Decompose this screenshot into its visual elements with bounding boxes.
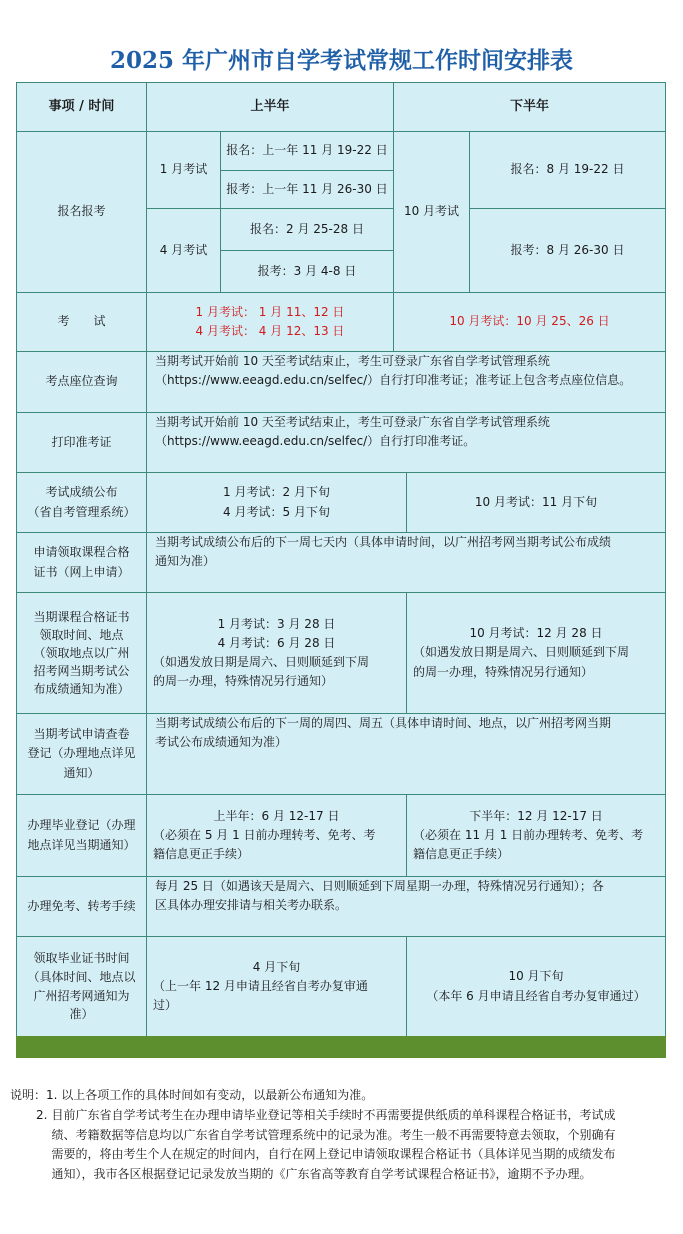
note-2-body (51, 1106, 615, 1185)
row-label-grad-cert (16, 936, 147, 1037)
row-label-registration: 报名报考 (16, 131, 147, 293)
note-2 (10, 1106, 680, 1185)
cert-collect-label-5: 布成绩通知为准） (33, 682, 130, 696)
grad-reg-h2-line-3: 籍信息更正手续） (413, 847, 510, 862)
notes-section (10, 1086, 680, 1185)
cert-apply-line-2: 通知为准） (155, 554, 216, 569)
header-item-time: 事项 / 时间 (16, 82, 147, 132)
table-footer-bar (16, 1036, 666, 1058)
cert-collect-h1-line-3: （如遇发放日期是周六、日则顺延到下周 (153, 655, 370, 669)
seat-info (146, 351, 666, 413)
note-2-line-4: 通知），我市各区根据登记记录发放当期的《广东省高等教育自学考试课程合格证书》，逾期不予办理。 (51, 1167, 592, 1182)
header-second-half: 下半年 (393, 82, 666, 132)
grad-reg-h1-line-1: 上半年：6 月 12-17 日 (213, 808, 340, 823)
note-2-line-2: 绩、考籍数据等信息均以广东省自学考试管理系统中的记录为准。考生一般不再需要特意去领取，个别确有 (51, 1127, 616, 1142)
row-label-grad-reg (16, 794, 147, 877)
row-label-cert-apply (16, 532, 147, 593)
apr-exam-label: 4 月考试 (146, 208, 221, 293)
grad-reg-h2-line-1: 下半年：12 月 12-17 日 (469, 808, 603, 823)
seat-line-2: （https://www.eeagd.edu.cn/selfec/）自行打印准考证；准考证上包含考点座位信息。 (155, 373, 632, 388)
grad-cert-h2-line-2: （本年 6 月申请且经省自考办复审通过） (426, 988, 646, 1003)
row-label-seat: 考点座位查询 (16, 351, 147, 413)
review-line-1: 当期考试成绩公布后的下一周的周四、周五（具体申请时间、地点，以广州招考网当期 (155, 716, 612, 730)
grad-cert-first-half (146, 936, 407, 1037)
note-1 (10, 1086, 680, 1106)
exam-oct: 10 月考试：10 月 25、26 日 (393, 292, 666, 352)
cert-collect-h1-line-1: 1 月考试：3 月 28 日 (217, 616, 336, 631)
review-info (146, 713, 666, 795)
cert-collect-second-half (406, 592, 666, 714)
cert-collect-h2-line-2: （如遇发放日期是周六、日则顺延到下周 (413, 645, 630, 660)
exempt-info (146, 876, 666, 937)
exam-jan: 1 月考试： 1 月 11、12 日 (195, 304, 345, 319)
cert-collect-h2-line-3: 的周一办理，特殊情况另行通知） (413, 664, 594, 679)
row-label-cert-collect (16, 592, 147, 714)
score-label-2: （省自考管理系统） (27, 504, 136, 519)
cert-collect-label-4: 招考网当期考试公 (33, 664, 130, 678)
score-first-half (146, 472, 407, 533)
jan-application: 报考：上一年 11 月 26-30 日 (220, 170, 394, 209)
grad-cert-h1-line-3: 过） (153, 998, 178, 1013)
cert-apply-label-1: 申请领取课程合格 (33, 545, 130, 560)
cert-apply-label-2: 证书（网上申请） (33, 564, 130, 579)
jan-exam-label: 1 月考试 (146, 131, 221, 209)
review-label-3: 通知） (63, 765, 100, 780)
print-line-1: 当期考试开始前 10 天至考试结束止，考生可登录广东省自学考试管理系统 (155, 415, 550, 429)
oct-application: 报考：8 月 26-30 日 (469, 208, 666, 293)
row-label-print: 打印准考证 (16, 412, 147, 473)
cert-apply-info (146, 532, 666, 593)
note-2-line-3: 需要的，将由考生个人在规定的时间内，自行在网上登记申请领取课程合格证书（具体详见当期的成绩发布 (51, 1147, 616, 1162)
header-first-half: 上半年 (146, 82, 394, 132)
grad-cert-label-2: （具体时间、地点以 (27, 969, 136, 984)
print-info (146, 412, 666, 473)
review-label-1: 当期考试申请查卷 (33, 727, 130, 742)
cert-collect-first-half (146, 592, 407, 714)
note-1-text: 1. 以上各项工作的具体时间如有变动，以最新公布通知为准。 (46, 1088, 374, 1102)
oct-exam-label: 10 月考试 (393, 131, 470, 293)
seat-line-1: 当期考试开始前 10 天至考试结束止，考生可登录广东省自学考试管理系统 (155, 354, 550, 368)
exam-apr: 4 月考试： 4 月 12、13 日 (195, 324, 345, 338)
score-jan: 1 月考试：2 月下旬 (223, 485, 330, 500)
row-label-exam: 考 试 (16, 292, 147, 352)
grad-cert-h1-line-1: 4 月下旬 (252, 959, 301, 974)
score-apr: 4 月考试：5 月下旬 (223, 504, 330, 519)
grad-cert-label-3: 广州招考网通知为 (33, 988, 130, 1003)
cert-collect-label-2: 领取时间、地点 (39, 628, 124, 642)
oct-registration: 报名：8 月 19-22 日 (469, 131, 666, 209)
print-line-2: （https://www.eeagd.edu.cn/selfec/）自行打印准考证。 (155, 434, 476, 449)
cert-collect-label-1: 当期课程合格证书 (33, 610, 130, 624)
exempt-line-2: 区具体办理安排请与相关考办联系。 (155, 898, 348, 913)
note-2-line-1: 目前广东省自学考试考生在办理申请毕业登记等相关手续时不再需要提供纸质的单科课程合格证书，考试成 (51, 1107, 616, 1122)
row-label-score (16, 472, 147, 533)
apr-registration: 报名：2 月 25-28 日 (220, 208, 394, 251)
score-label-1: 考试成绩公布 (45, 485, 118, 500)
cert-apply-line-1: 当期考试成绩公布后的下一周七天内（具体申请时间，以广州招考网当期考试公布成绩 (155, 535, 612, 549)
apr-application: 报考：3 月 4-8 日 (220, 250, 394, 293)
grad-cert-h2-line-1: 10 月下旬 (508, 969, 564, 984)
score-oct: 10 月考试：11 月下旬 (406, 472, 666, 533)
cert-collect-h1-line-2: 4 月考试：6 月 28 日 (217, 635, 336, 650)
note-2-number: 2. (36, 1107, 48, 1122)
grad-reg-h2-line-2: （必须在 11 月 1 日前办理转考、免考、考 (413, 827, 644, 842)
grad-reg-h1-line-2: （必须在 5 月 1 日前办理转考、免考、考 (153, 827, 376, 842)
cert-collect-h2-line-1: 10 月考试：12 月 28 日 (469, 626, 603, 641)
page-title: 2025 年广州市自学考试常规工作时间安排表 (109, 47, 574, 74)
grad-cert-label-4: 准） (69, 1007, 94, 1022)
notes-prefix: 说明： (10, 1088, 47, 1102)
grad-reg-second-half (406, 794, 666, 877)
grad-reg-h1-line-3: 籍信息更正手续） (153, 847, 250, 862)
grad-cert-label-1: 领取毕业证书时间 (33, 951, 130, 966)
grad-reg-label-1: 办理毕业登记（办理 (27, 818, 136, 833)
review-line-2: 考试公布成绩通知为准） (155, 735, 288, 750)
grad-reg-label-2: 地点详见当期通知） (27, 837, 136, 852)
grad-reg-first-half (146, 794, 407, 877)
row-label-exempt: 办理免考、转考手续 (16, 876, 147, 937)
row-label-review (16, 713, 147, 795)
cert-collect-h1-line-4: 的周一办理，特殊情况另行通知） (153, 674, 334, 689)
exam-first-half (146, 292, 394, 352)
exempt-line-1: 每月 25 日（如遇该天是周六、日则顺延到下周星期一办理，特殊情况另行通知）；各 (155, 879, 604, 893)
jan-registration: 报名：上一年 11 月 19-22 日 (220, 131, 394, 171)
grad-cert-h1-line-2: （上一年 12 月申请且经省自考办复审通 (153, 978, 368, 993)
cert-collect-label-3: （领取地点以广州 (33, 646, 130, 660)
review-label-2: 登记（办理地点详见 (27, 746, 136, 761)
grad-cert-second-half (406, 936, 666, 1037)
